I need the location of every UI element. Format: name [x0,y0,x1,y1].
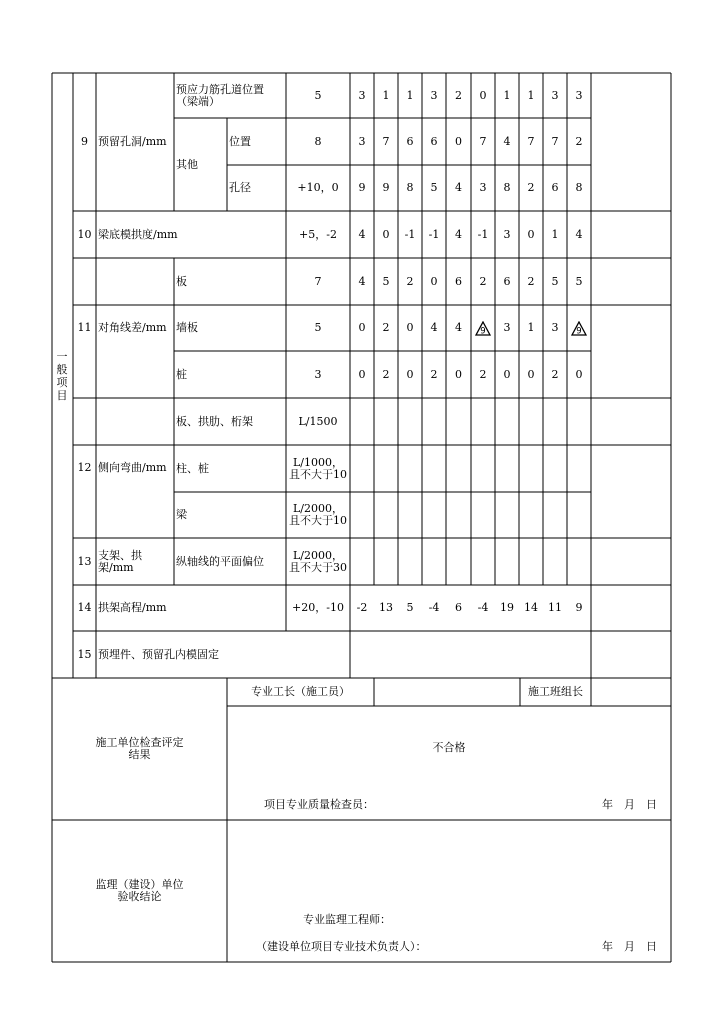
row-number: 13 [77,554,92,568]
value-cell: 0 [575,367,583,381]
value-cell: 5 [551,274,559,288]
value-cell: 8 [575,181,583,194]
tolerance: 7 [314,274,322,288]
inspector-label: 项目专业质量检查员： [264,798,374,811]
value-cell: -1 [428,227,440,241]
section-label: 一般项目 [56,350,68,402]
tolerance: L/2000，且不大于30 [289,548,347,574]
value-cell: 0 [479,88,487,102]
row-number: 15 [77,647,92,661]
sub-item-label: 桩 [176,367,187,381]
sub-item-label: 孔径 [229,181,251,194]
value-cell: 4 [455,227,462,241]
value-cell: 19 [500,601,514,614]
item-name: 支架、拱架/mm [98,548,142,574]
date-label: 年 月 日 [602,798,657,811]
value-cell: 4 [358,274,366,288]
value-cell: -1 [477,227,489,241]
owner-label: （建设单位项目专业技术负责人）： [256,940,427,953]
value-cell: 0 [455,134,462,148]
value-cell: 3 [358,134,366,148]
value-cell: 0 [406,367,414,381]
value-cell: 2 [527,181,535,194]
value-cell: 0 [430,274,438,288]
value-cell [471,305,495,351]
row-number: 10 [77,227,92,241]
value-cell: 0 [358,367,366,381]
svg-text:9: 9 [480,325,486,336]
value-cell: 6 [430,134,438,148]
supervision-title: 监理（建设）单位验收结论 [95,878,184,903]
value-cell: 3 [575,88,583,102]
row-number: 11 [77,321,92,334]
tolerance: 5 [314,321,322,334]
value-cell: 2 [575,134,583,148]
value-cell: 6 [406,134,414,148]
item-name: 梁底模拱度/mm [98,227,178,241]
value-cell: 0 [455,367,462,381]
value-cell: 2 [527,274,535,288]
value-cell: 2 [551,367,559,381]
row-number: 9 [81,135,88,148]
value-cell: 2 [479,274,487,288]
value-cell: 4 [575,227,583,241]
value-cell: 13 [379,601,393,614]
value-cell: 2 [455,88,462,102]
value-cell: 3 [503,227,511,241]
value-cell: 7 [551,134,559,148]
value-cell: -4 [428,601,440,614]
value-cell: 1 [527,88,535,102]
value-cell: 5 [382,274,390,288]
sub-item-label: 柱、桩 [176,461,209,475]
value-cell: 0 [382,227,390,241]
value-cell: 3 [503,321,511,334]
value-cell: 7 [382,134,390,148]
value-cell: 14 [524,601,538,614]
value-cell: 9 [382,181,390,194]
value-cell: 5 [406,601,414,614]
tolerance: 8 [314,134,322,148]
value-cell: 3 [551,321,559,334]
value-cell: 2 [430,367,438,381]
sub-item-label: 纵轴线的平面偏位 [176,554,264,568]
value-cell: 1 [382,88,390,102]
value-cell: -2 [356,601,368,614]
row-number: 12 [77,461,92,474]
value-cell: 0 [358,321,366,334]
tolerance: 5 [314,88,322,102]
svg-text:9: 9 [576,325,582,336]
date-label: 年 月 日 [602,940,657,953]
value-cell: 4 [455,321,462,334]
tolerance: L/1000，且不大于10 [289,455,347,481]
foreman-label: 专业工长（施工员） [251,685,350,698]
value-cell: 0 [406,321,414,334]
value-cell: 4 [455,181,462,194]
value-cell: 2 [479,367,487,381]
tolerance: +20，-10 [292,601,344,614]
value-cell: 0 [527,227,535,241]
value-cell: 0 [503,367,511,381]
value-cell: 6 [551,181,559,194]
value-cell: 4 [358,227,366,241]
value-cell: 3 [551,88,559,102]
sub-item-label: 板 [176,274,187,288]
value-cell: 9 [358,181,366,194]
value-cell: 2 [406,274,414,288]
item-name: 对角线差/mm [98,321,167,334]
sub-item-label: 梁 [176,508,187,521]
value-cell: 1 [503,88,511,102]
value-cell: 2 [382,367,390,381]
value-cell: -4 [477,601,489,614]
value-cell: 5 [575,274,583,288]
item-name: 预留孔洞/mm [98,135,167,148]
value-cell: 5 [430,181,438,194]
value-cell: 4 [430,321,438,334]
value-cell: 11 [548,601,562,614]
value-cell: 1 [527,321,535,334]
value-cell: 2 [382,321,390,334]
tolerance: L/2000，且不大于10 [289,502,347,527]
sub-item-label: 墙板 [176,321,198,334]
row-number: 14 [77,601,92,614]
construction-title: 施工单位检查评定结果 [95,736,184,761]
item-name: 侧向弯曲/mm [98,461,167,474]
sub-item-group: 其他 [176,157,198,171]
value-cell: 8 [503,181,511,194]
value-cell: 1 [406,88,414,102]
tolerance: L/1500 [298,414,338,428]
engineer-label: 专业监理工程师： [303,913,391,926]
item-name: 预埋件、预留孔内模固定 [98,647,219,661]
warning-icon [475,321,491,336]
team-leader-label: 施工班组长 [528,685,583,698]
value-cell: 0 [527,367,535,381]
value-cell: 6 [455,274,462,288]
tolerance: +10，0 [297,181,339,194]
value-cell: 7 [479,134,487,148]
warning-icon [571,321,587,336]
value-cell: 6 [503,274,511,288]
value-cell: 6 [455,601,462,614]
value-cell: 7 [527,134,535,148]
evaluation-result: 不合格 [432,741,466,754]
value-cell: 1 [551,227,559,241]
item-name: 拱架高程/mm [98,601,167,614]
value-cell: -1 [404,227,416,241]
value-cell: 9 [575,601,583,614]
value-cell: 8 [406,181,414,194]
value-cell: 4 [503,134,511,148]
value-cell: 3 [358,88,366,102]
tolerance: 3 [314,367,322,381]
tolerance: +5，-2 [299,227,337,241]
value-cell [567,305,591,351]
sub-item-label: 位置 [229,134,251,148]
value-cell: 3 [479,181,487,194]
value-cell: 3 [430,88,438,102]
sub-item-label: 预应力筋孔道位置（梁端） [176,82,264,108]
sub-item-label: 板、拱肋、桁架 [176,414,253,428]
